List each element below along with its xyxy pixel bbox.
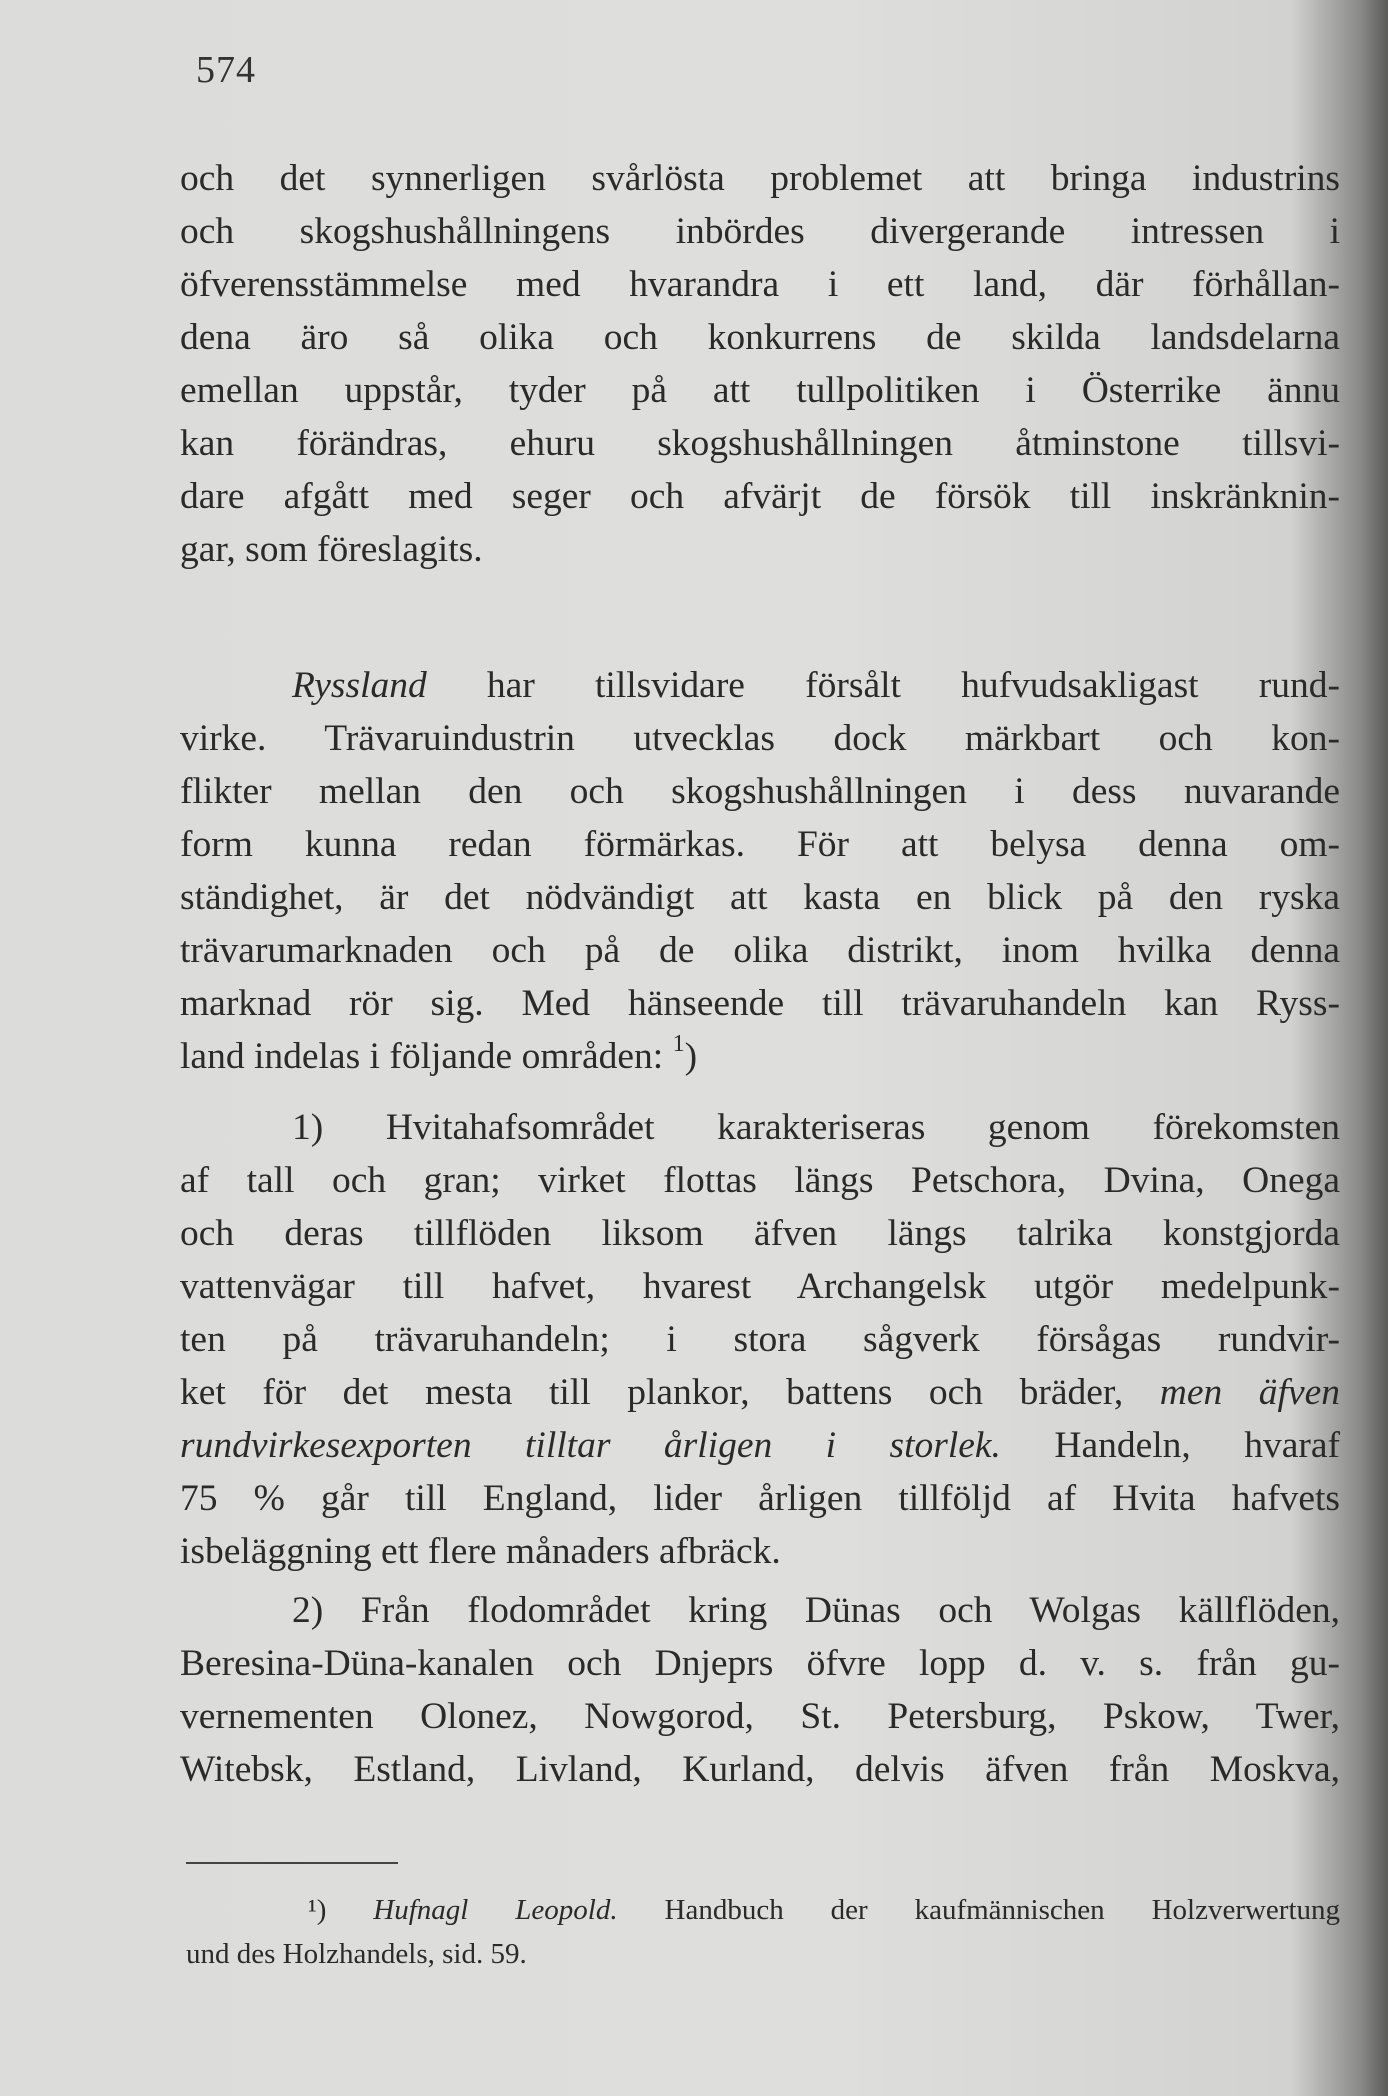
text-span: ) [684, 1036, 698, 1077]
text-line: öfverensstämmelse med hvarandra i ett land, där förhållan- [180, 264, 1340, 305]
italic-phrase: rundvirkesexporten tilltar årligen i storlek. [180, 1425, 1001, 1466]
text-line [180, 1366, 1340, 1419]
footnote-marker: ¹) [308, 1894, 327, 1926]
footnote-author: Hufnagl Leopold. [373, 1894, 618, 1926]
text-line: ständighet, är det nödvändigt att kasta en blick på den ryska [180, 877, 1340, 918]
text-span: ket för det mesta till plankor, battens och bräder, [180, 1372, 1160, 1413]
text-line: och skogshushållningens inbördes divergerande intressen i [180, 211, 1340, 252]
footnote-reference[interactable]: 1 [672, 1031, 685, 1057]
text-line: 2) Från flodområdet kring Dünas och Wolgas källflöden, [292, 1590, 1340, 1631]
text-line: af tall och gran; virket flottas längs Petschora, Dvina, Onega [180, 1160, 1340, 1201]
paragraph-2 [180, 659, 1340, 1083]
text-line [180, 1419, 1340, 1472]
text-line: trävarumarknaden och på de olika distrikt, inom hvilka denna [180, 930, 1340, 971]
text-line: och deras tillflöden liksom äfven längs talrika konstgjorda [180, 1213, 1340, 1254]
text-line: dare afgått med seger och afvärjt de försök till inskränknin- [180, 476, 1340, 517]
text-line: marknad rör sig. Med hänseende till trävaruhandeln kan Ryss- [180, 983, 1340, 1024]
text-line [180, 1030, 1340, 1083]
text-line: Witebsk, Estland, Livland, Kurland, delvis äfven från Moskva, [180, 1749, 1340, 1790]
text-line [180, 659, 1340, 712]
footnote-line: und des Holzhandels, sid. 59. [186, 1938, 527, 1970]
paragraph-1 [180, 152, 1340, 576]
italic-phrase: men äfven [1159, 1372, 1341, 1413]
paragraph-4 [180, 1584, 1340, 1796]
text-span: Handbuch der kaufmännischen Holzverwertung [617, 1894, 1340, 1926]
text-line: 1) Hvitahafsområdet karakteriseras genom förekomsten [292, 1107, 1340, 1148]
text-line: form kunna redan förmärkas. För att belysa denna om- [180, 824, 1340, 865]
page-number: 574 [196, 49, 256, 91]
text-span: land indelas i följande områden: [180, 1036, 664, 1077]
text-line: virke. Trävaruindustrin utvecklas dock märkbart och kon- [180, 718, 1340, 759]
text-line: gar, som föreslagits. [180, 529, 483, 570]
text-line: flikter mellan den och skogshushållningen i dess nuvarande [180, 771, 1340, 812]
footnote [186, 1888, 1340, 1976]
text-line: Beresina-Düna-kanalen och Dnjeprs öfvre lopp d. v. s. från gu- [180, 1643, 1340, 1684]
text-span: har tillsvidare försålt hufvudsakligast rund- [426, 665, 1340, 706]
text-span: Handeln, hvaraf [1000, 1425, 1340, 1466]
text-line: kan förändras, ehuru skogshushållningen åtminstone tillsvi- [180, 423, 1340, 464]
text-line: vattenvägar till hafvet, hvarest Archangelsk utgör medelpunk- [180, 1266, 1340, 1307]
text-line: emellan uppstår, tyder på att tullpolitiken i Österrike ännu [180, 370, 1340, 411]
text-line: 75 % går till England, lider årligen tillföljd af Hvita hafvets [180, 1478, 1340, 1519]
text-line: vernementen Olonez, Nowgorod, St. Petersburg, Pskow, Twer, [180, 1696, 1340, 1737]
text-line: och det synnerligen svårlösta problemet att bringa industrins [180, 158, 1340, 199]
footnote-divider [186, 1862, 398, 1864]
footnote-line [186, 1888, 1340, 1932]
text-line: isbeläggning ett flere månaders afbräck. [180, 1531, 781, 1572]
text-line: ten på trävaruhandeln; i stora sågverk försågas rundvir- [180, 1319, 1340, 1360]
text-line: dena äro så olika och konkurrens de skilda landsdelarna [180, 317, 1340, 358]
italic-term: Ryssland [292, 665, 427, 706]
paragraph-3 [180, 1101, 1340, 1578]
